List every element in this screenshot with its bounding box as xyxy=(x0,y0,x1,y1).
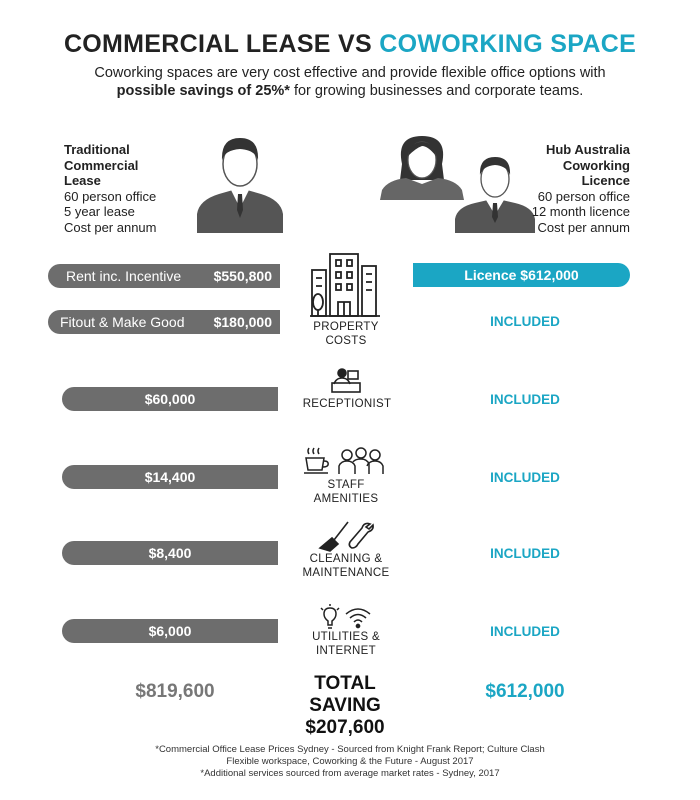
coffee-cup-icon xyxy=(303,446,389,476)
property-costs-line-1: PROPERTY xyxy=(313,321,379,333)
right-heading-3: Licence xyxy=(581,173,630,188)
receptionist-bar: $60,000 xyxy=(62,387,278,411)
footnote-line-2: Flexible workspace, Coworking & the Future - August 2017 xyxy=(226,756,474,767)
footnote-line-1: *Commercial Office Lease Prices Sydney - Sourced from Knight Frank Report; Culture Clash xyxy=(155,744,545,755)
receptionist-icon xyxy=(330,366,362,394)
total-saving-value: $207,600 xyxy=(305,717,385,738)
staff-amenities-bar: $14,400 xyxy=(62,465,278,489)
title-part-1: COMMERCIAL LEASE VS xyxy=(63,30,372,58)
left-detail-3: Cost per annum xyxy=(64,219,157,235)
left-heading-3: Lease xyxy=(64,173,101,188)
receptionist-included: INCLUDED xyxy=(490,392,560,407)
right-heading-2: Coworking xyxy=(562,157,630,173)
cleaning-bar: $8,400 xyxy=(62,541,278,565)
broom-wrench-icon xyxy=(318,520,376,552)
lightbulb-wifi-icon xyxy=(320,604,374,630)
utilities-line-1: UTILITIES & xyxy=(312,631,380,643)
cleaning-line-2: MAINTENANCE xyxy=(302,567,390,579)
building-icon xyxy=(308,250,382,320)
total-traditional-cost: $819,600 xyxy=(135,681,215,702)
utilities-bar: $6,000 xyxy=(62,619,278,643)
subtitle-highlight: possible savings of 25%* xyxy=(116,83,290,99)
staff-amenities-line-1: STAFF xyxy=(327,479,365,491)
rent-bar xyxy=(48,264,280,288)
cleaning-included: INCLUDED xyxy=(490,546,560,561)
total-label-line-1: TOTAL xyxy=(314,673,376,694)
businessman-icon-2 xyxy=(455,155,535,233)
utilities-internet-label xyxy=(286,630,406,658)
footnote xyxy=(100,744,600,780)
businessman-icon xyxy=(197,136,283,233)
property-costs-label xyxy=(286,320,406,348)
fitout-value: $180,000 xyxy=(213,314,272,330)
footnote-line-3: *Additional services sourced from average market rates - Sydney, 2017 xyxy=(200,768,500,779)
cleaning-maintenance-label xyxy=(286,552,406,580)
right-detail-3: Cost per annum xyxy=(537,219,630,235)
right-detail-2: 12 month licence xyxy=(531,204,630,219)
right-heading-1: Hub Australia xyxy=(545,142,630,157)
subtitle xyxy=(40,64,660,100)
cleaning-line-1: CLEANING & xyxy=(309,553,383,565)
utilities-included: INCLUDED xyxy=(490,624,560,639)
fitout-included: INCLUDED xyxy=(490,314,560,329)
businesswoman-icon xyxy=(380,134,464,200)
page-title xyxy=(0,30,700,59)
licence-bar: Licence $612,000 xyxy=(413,263,630,287)
right-detail-1: 60 person office xyxy=(537,188,630,204)
left-detail-1: 60 person office xyxy=(64,188,157,204)
title-part-2: COWORKING SPACE xyxy=(379,30,637,58)
receptionist-label: RECEPTIONIST xyxy=(302,398,392,410)
staff-amenities-line-2: AMENITIES xyxy=(313,493,379,505)
subtitle-line-1: Coworking spaces are very cost effective and provide flexible office options with xyxy=(94,65,606,81)
total-coworking-cost: $612,000 xyxy=(485,681,565,702)
left-heading-1: Traditional xyxy=(64,142,130,157)
fitout-bar xyxy=(48,310,280,334)
left-heading-2: Commercial xyxy=(64,157,139,173)
subtitle-line-2: for growing businesses and corporate teams. xyxy=(289,83,584,99)
traditional-lease-heading xyxy=(64,142,157,235)
rent-label: Rent inc. Incentive xyxy=(66,268,182,284)
property-costs-line-2: COSTS xyxy=(325,335,367,347)
staff-amenities-included: INCLUDED xyxy=(490,470,560,485)
coworking-licence-heading xyxy=(532,142,630,235)
left-detail-2: 5 year lease xyxy=(64,204,135,219)
total-saving xyxy=(275,673,415,739)
total-label-line-2: SAVING xyxy=(309,695,381,716)
staff-amenities-label xyxy=(286,478,406,506)
utilities-line-2: INTERNET xyxy=(316,645,376,657)
fitout-label: Fitout & Make Good xyxy=(60,314,185,330)
rent-value: $550,800 xyxy=(213,268,272,284)
